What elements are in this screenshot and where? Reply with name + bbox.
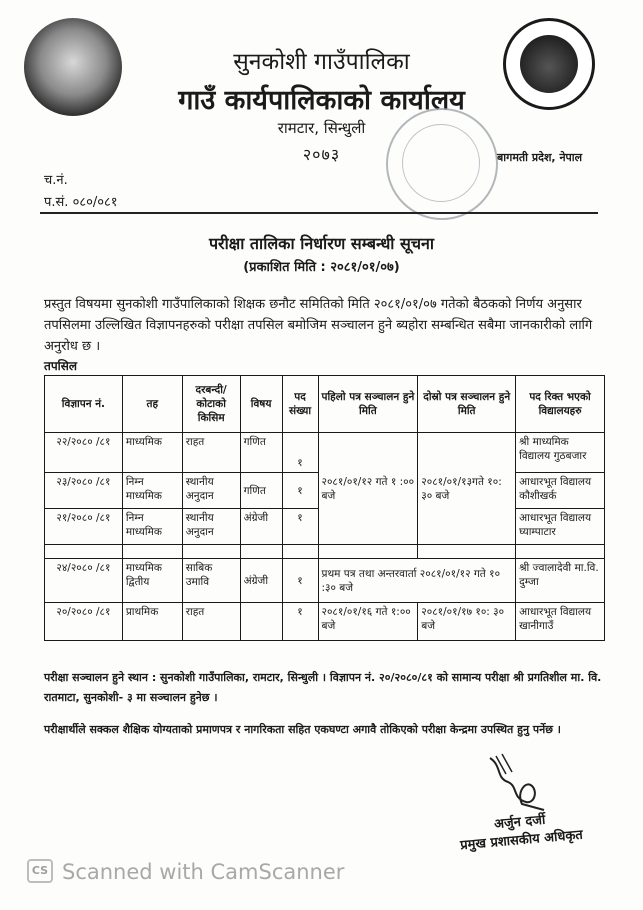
- notice-paragraph: प्रस्तुत विषयमा सुनकोशी गाउँपालिकाको शिक्षक छनौट समितिको मिति २०८१/०१/०७ गतेको बैठकको निर्णय अनुसार तपसिलमा उल्लिखित विज्ञापनहरुको परीक्षा तपसिल बमोजिम सञ्चालन हुने ब्यहोरा सम्बन्धित सबैमा जानकारीको लागि अनुरोध छ ।: [44, 297, 593, 354]
- table-header-row: [45, 376, 605, 433]
- cell-ad: २१/२०८० /८१: [45, 509, 123, 545]
- exam-schedule-table: [44, 375, 605, 641]
- published-date: (प्रकाशित मिति : २०८१/०१/०७): [243, 260, 400, 275]
- spacer-cell: [418, 545, 516, 559]
- camscanner-watermark: Scanned with CamScanner: [62, 860, 345, 884]
- header-subject: विषय: [240, 376, 282, 433]
- cell-subject: अंग्रेजी: [240, 559, 282, 603]
- cell-level: माध्यमिक: [122, 433, 182, 473]
- notice-title: परीक्षा तालिका निर्धारण सम्बन्धी सूचना: [208, 234, 435, 253]
- spacer-cell: [240, 545, 282, 559]
- cell-first-paper-group: २०८१/०१/१२ गते १ :०० बजे: [318, 433, 418, 545]
- cell-level: निम्न माध्यमिक: [122, 473, 182, 509]
- office-stamp-inner: [402, 124, 480, 202]
- cell-subject: गणित: [240, 433, 282, 473]
- handwritten-signature: [482, 752, 552, 814]
- chalani-number: च.नं.: [44, 173, 68, 188]
- cell-posts: १: [282, 473, 318, 509]
- cell-merged-paper: प्रथम पत्र तथा अन्तरवार्ता २०८१/०१/१२ गते १० :३० बजे: [318, 559, 516, 603]
- spacer-cell: [45, 545, 123, 559]
- cell-quota: राहत: [182, 433, 240, 473]
- cell-school: श्री माध्यमिक विद्यालय गुठबजार: [516, 433, 605, 473]
- header-second-paper: दोस्रो पत्र सञ्चालन हुने मिति: [418, 376, 516, 433]
- table-row: [45, 603, 605, 641]
- cell-posts: १: [282, 559, 318, 603]
- signatory-name: अर्जुन दर्जी: [493, 812, 546, 833]
- office-stamp: [386, 108, 498, 220]
- spacer-cell: [282, 545, 318, 559]
- cell-posts: १: [282, 509, 318, 545]
- header-level: तह: [122, 376, 182, 433]
- cell-second-paper-group: २०८१/०१/१३गते १०: ३० बजे: [418, 433, 516, 545]
- cell-level: माध्यमिक द्वितीय: [122, 559, 182, 603]
- municipality-name: सुनकोशी गाउँपालिका: [233, 49, 410, 75]
- cell-first-paper: २०८१/०१/१६ गते १:०० बजे: [318, 603, 418, 641]
- cell-level: निम्न माध्यमिक: [122, 509, 182, 545]
- signatory-title: प्रमुख प्रशासकीय अधिकृत: [459, 827, 584, 854]
- cell-ad: २२/२०८० /८१: [45, 433, 123, 473]
- patra-sankhya: प.सं. ०८०/०८१: [44, 195, 118, 210]
- candidate-instruction-note: परीक्षार्थीले सक्कल शैक्षिक योग्यताको प्रमाणपत्र र नागरिकता सहित एकघण्टा अगावै तोकिएको परीक्षा केन्द्रमा उपस्थित हुनु पर्नेछ ।: [44, 723, 561, 736]
- cell-school: आधारभूत विद्यालय खानीगाउँ: [516, 603, 605, 641]
- header-divider: [40, 212, 598, 214]
- spacer-cell: [516, 545, 605, 559]
- exam-venue-note: परीक्षा सञ्चालन हुने स्थान : सुनकोशी गाउँपालिका, रामटार, सिन्धुली । विज्ञापन नं. २०/२०८०/८१ को सामान्य परीक्षा श्री प्रगतिशील मा. वि. रातमाटा, सुनकोशी- ३ मा सञ्चालन हुनेछ ।: [44, 671, 602, 704]
- camscanner-logo: CS: [27, 859, 53, 883]
- header-posts: पद संख्या: [282, 376, 318, 433]
- office-name: गाउँ कार्यपालिकाको कार्यालय: [178, 85, 465, 116]
- table-row: [45, 433, 605, 473]
- header-ad-number: विज्ञापन नं.: [45, 376, 123, 433]
- table-spacer-row: [45, 545, 605, 559]
- cell-quota: स्थानीय अनुदान: [182, 509, 240, 545]
- cell-posts: १: [282, 603, 318, 641]
- header-quota: दरबन्दी/ कोटाको किसिम: [182, 376, 240, 433]
- tapsil-label: तपसिल: [44, 359, 78, 373]
- cell-school: आधारभूत विद्यालय कौशीखर्क: [516, 473, 605, 509]
- cell-school: आधारभूत विद्यालय घ्याम्पाटार: [516, 509, 605, 545]
- cell-second-paper: २०८१/०१/१७ १०: ३० बजे: [418, 603, 516, 641]
- spacer-cell: [318, 545, 418, 559]
- reference-numbers: [44, 170, 118, 214]
- cell-ad: २३/२०८० /८१: [45, 473, 123, 509]
- cell-subject: [240, 603, 282, 641]
- table-row: [45, 559, 605, 603]
- cell-ad: २४/२०८० /८१: [45, 559, 123, 603]
- cell-subject: अंग्रेजी: [240, 509, 282, 545]
- established-year: २०७३: [302, 145, 341, 164]
- spacer-cell: [182, 545, 240, 559]
- cell-school: श्री ज्वालादेवी मा.वि. दुम्जा: [516, 559, 605, 603]
- cell-quota: साबिक उमावि: [182, 559, 240, 603]
- cell-ad: २०/२०८० /८१: [45, 603, 123, 641]
- province-label: बागमती प्रदेश, नेपाल: [497, 151, 583, 164]
- cell-quota: स्थानीय अनुदान: [182, 473, 240, 509]
- header-schools: पद रिक्त भएको विद्यालयहरु: [516, 376, 605, 433]
- cell-quota: राहत: [182, 603, 240, 641]
- office-address: रामटार, सिन्धुली: [277, 119, 366, 137]
- cell-subject: गणित: [240, 473, 282, 509]
- header-first-paper: पहिलो पत्र सञ्चालन हुने मिति: [318, 376, 418, 433]
- cell-level: प्राथमिक: [122, 603, 182, 641]
- spacer-cell: [122, 545, 182, 559]
- cell-posts: १: [282, 433, 318, 473]
